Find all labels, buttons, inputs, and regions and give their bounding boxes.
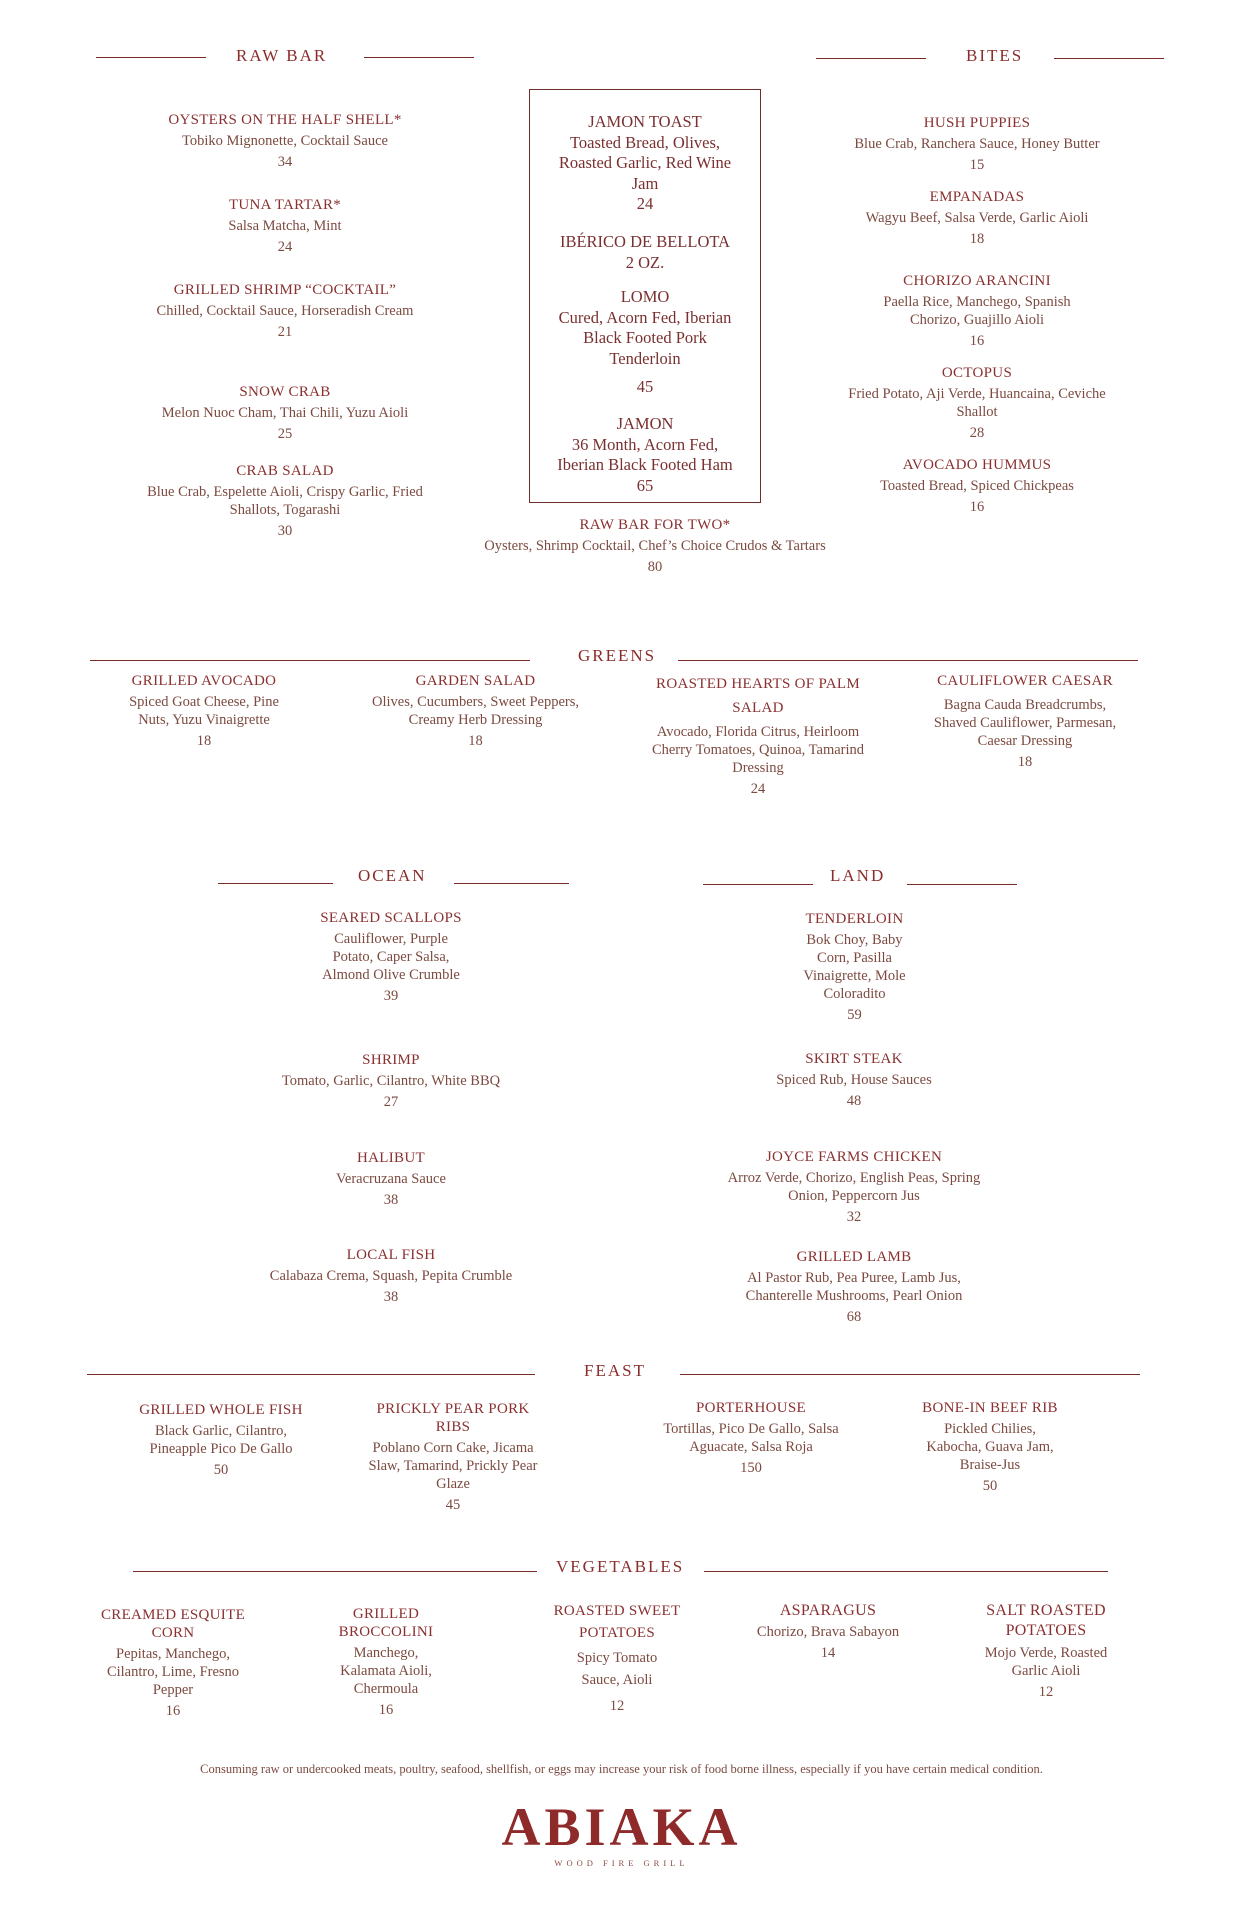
item-description: Toasted Bread, Olives, Roasted Garlic, Red Wine Jam (558, 132, 732, 193)
menu-item (733, 1602, 923, 1662)
section-title-feast: FEAST (584, 1361, 646, 1380)
item-price: 18 (969, 231, 985, 247)
item-price: 48 (846, 1093, 862, 1109)
item-price: 28 (969, 425, 985, 441)
item-description: Spicy Tomato Sauce, Aioli (576, 1650, 658, 1688)
menu-item (78, 1606, 268, 1720)
item-price: 68 (846, 1309, 862, 1325)
item-price: 18 (1017, 754, 1033, 770)
jamon-box (529, 89, 761, 503)
menu-item (827, 364, 1127, 442)
item-name: AVOCADO HUMMUS (902, 457, 1052, 473)
menu-item (306, 1605, 466, 1719)
item-price: 18 (468, 733, 483, 749)
menu-item (130, 383, 440, 443)
menu-item (241, 1149, 541, 1209)
item-price: 24 (277, 239, 293, 255)
item-description: Avocado, Florida Citrus, Heirloom Cherry Tomatoes, Quinoa, Tamarind Dressing (651, 724, 865, 776)
item-description: Melon Nuoc Cham, Thai Chili, Yuzu Aioli (161, 405, 409, 421)
item-description: Tobiko Mignonette, Cocktail Sauce (182, 133, 388, 149)
item-name: TENDERLOIN (805, 911, 904, 927)
item-description: Olives, Cucumbers, Sweet Peppers, Creamy Herb Dressing (372, 694, 579, 728)
divider-rule (703, 884, 813, 885)
item-name: ROASTED SWEET POTATOES (553, 1603, 681, 1641)
item-price: 24 (636, 194, 654, 213)
item-price: 27 (383, 1094, 399, 1110)
item-description: Cured, Acorn Fed, Iberian Black Footed Pork Tenderloin (558, 307, 732, 368)
divider-rule (96, 57, 206, 58)
item-name: LOCAL FISH (346, 1247, 436, 1263)
item-description: Calabaza Crema, Squash, Pepita Crumble (269, 1268, 513, 1284)
item-name: EMPANADAS (929, 189, 1025, 205)
menu-item (827, 456, 1127, 516)
menu-item (862, 272, 1092, 350)
item-price: 45 (445, 1497, 461, 1513)
item-description: Poblano Corn Cake, Jicama Slaw, Tamarind, Prickly Pear Glaze (368, 1440, 538, 1492)
item-price: 25 (277, 426, 293, 442)
item-description: Salsa Matcha, Mint (228, 218, 342, 234)
item-description: Blue Crab, Ranchera Sauce, Honey Butter (854, 136, 1100, 152)
box-item (530, 414, 760, 496)
item-price: 65 (636, 475, 654, 495)
item-description: Al Pastor Rub, Pea Puree, Lamb Jus, Chanterelle Mushrooms, Pearl Onion (745, 1270, 963, 1304)
item-price: 16 (378, 1702, 394, 1718)
menu-item (777, 910, 932, 1024)
section-title-land: LAND (830, 866, 886, 885)
item-name: BONE-IN BEEF RIB (922, 1400, 1058, 1416)
item-description: Veracruzana Sauce (336, 1171, 446, 1187)
item-description: Black Garlic, Cilantro, Pineapple Pico De Gallo (149, 1423, 293, 1457)
item-description: 2 OZ. (625, 252, 665, 272)
item-price: 16 (969, 333, 985, 349)
item-name: ROASTED HEARTS OF PALM SALAD (656, 676, 860, 716)
menu-item (241, 1246, 541, 1306)
divider-rule (218, 883, 333, 884)
divider-rule (907, 884, 1017, 885)
item-price: 45 (636, 377, 654, 396)
box-item (530, 287, 760, 398)
item-description: Wagyu Beef, Salsa Verde, Garlic Aioli (865, 210, 1089, 226)
item-price: 14 (820, 1645, 836, 1661)
item-name: GRILLED BROCCOLINI (338, 1606, 434, 1640)
item-price: 16 (165, 1703, 181, 1719)
menu-item (704, 1050, 1004, 1110)
item-name: HALIBUT (357, 1150, 425, 1166)
item-name: OCTOPUS (941, 365, 1013, 381)
divider-rule (87, 1374, 535, 1375)
item-name: GRILLED AVOCADO (131, 673, 277, 689)
logo-subtitle: WOOD FIRE GRILL (554, 1858, 689, 1868)
box-item (530, 112, 760, 215)
menu-item (976, 1601, 1116, 1701)
section-title-greens: GREENS (578, 646, 657, 665)
item-name: GRILLED WHOLE FISH (139, 1402, 303, 1418)
item-name: CAULIFLOWER CAESAR (937, 673, 1113, 689)
item-name: TUNA TARTAR* (228, 197, 342, 213)
section-title-vegetables: VEGETABLES (556, 1557, 685, 1576)
menu-item (358, 1400, 548, 1514)
item-description: Toasted Bread, Spiced Chickpeas (880, 478, 1074, 494)
menu-item (642, 672, 874, 798)
item-description: Bagna Cauda Breadcrumbs, Shaved Cauliflower, Parmesan, Caesar Dressing (933, 697, 1117, 749)
item-name: SALT ROASTED POTATOES (986, 1602, 1106, 1639)
item-name: SHRIMP (362, 1052, 420, 1068)
section-title-raw-bar: RAW BAR (236, 46, 328, 65)
menu-item (827, 188, 1127, 248)
item-description: Blue Crab, Espelette Aioli, Crispy Garlic, Fried Shallots, Togarashi (147, 484, 423, 518)
divider-rule (680, 1374, 1140, 1375)
item-name: CRAB SALAD (236, 463, 334, 479)
item-name: GRILLED SHRIMP “COCKTAIL” (173, 282, 397, 298)
item-price: 12 (1038, 1684, 1054, 1700)
item-price: 12 (609, 1698, 625, 1714)
item-name: HUSH PUPPIES (923, 115, 1031, 131)
item-name: SKIRT STEAK (805, 1051, 903, 1067)
item-price: 16 (969, 499, 985, 515)
menu-item-raw-bar-for-two (430, 516, 880, 576)
menu-item (651, 1399, 851, 1477)
item-name: JAMON (616, 414, 674, 433)
item-description: Paella Rice, Manchego, Spanish Chorizo, Guajillo Aioli (883, 294, 1071, 328)
item-price: 38 (383, 1289, 399, 1305)
menu-item (114, 672, 294, 750)
item-price: 59 (847, 1007, 862, 1023)
item-price: 50 (213, 1462, 229, 1478)
menu-item (241, 1051, 541, 1111)
divider-rule (90, 660, 530, 661)
item-name: GRILLED LAMB (796, 1249, 912, 1265)
divider-rule (1054, 58, 1164, 59)
item-name: CHORIZO ARANCINI (903, 273, 1051, 289)
item-name: IBÉRICO DE BELLOTA (559, 232, 731, 251)
item-price: 30 (277, 523, 293, 539)
item-name: RAW BAR FOR TWO* (579, 517, 731, 533)
divider-rule (133, 1571, 537, 1572)
item-name: LOMO (620, 287, 670, 306)
divider-rule (454, 883, 569, 884)
item-description: Spiced Rub, House Sauces (776, 1072, 932, 1088)
item-name: PORTERHOUSE (696, 1400, 806, 1416)
section-title-ocean: OCEAN (358, 866, 427, 885)
item-price: 18 (196, 733, 212, 749)
item-description: Pickled Chilies, Kabocha, Guava Jam, Braise-Jus (926, 1421, 1054, 1473)
item-description: Mojo Verde, Roasted Garlic Aioli (984, 1645, 1108, 1679)
section-title-bites: BITES (966, 46, 1024, 65)
item-price: 80 (647, 559, 663, 575)
box-item (530, 232, 760, 273)
divider-rule (364, 57, 474, 58)
item-price: 38 (383, 1192, 399, 1208)
item-description: Oysters, Shrimp Cocktail, Chef’s Choice Crudos & Tartars (484, 538, 826, 554)
item-name: OYSTERS ON THE HALF SHELL* (168, 112, 402, 128)
item-price: 21 (277, 324, 293, 340)
item-description: Spiced Goat Cheese, Pine Nuts, Yuzu Vinaigrette (129, 694, 279, 728)
logo-wordmark: ABIAKA (501, 1797, 742, 1857)
item-description: Fried Potato, Aji Verde, Huancaina, Ceviche Shallot (848, 386, 1106, 420)
health-disclaimer: Consuming raw or undercooked meats, poultry, seafood, shellfish, or eggs may increase your risk of food borne illness, especially if you have certain medical condition. (200, 1762, 1043, 1776)
menu-item (704, 1148, 1004, 1226)
divider-rule (816, 58, 926, 59)
item-name: JAMON TOAST (588, 112, 702, 131)
menu-item (714, 1248, 994, 1326)
item-description: Chilled, Cocktail Sauce, Horseradish Cream (156, 303, 414, 319)
item-price: 39 (383, 988, 399, 1004)
menu-item (130, 111, 440, 171)
item-description: Chorizo, Brava Sabayon (756, 1624, 900, 1640)
menu-item (930, 672, 1120, 771)
divider-rule (678, 660, 1138, 661)
item-price: 15 (969, 157, 985, 173)
menu-item (130, 196, 440, 256)
item-description: Tomato, Garlic, Cilantro, White BBQ (281, 1073, 501, 1089)
menu-item (827, 114, 1127, 174)
item-price: 32 (846, 1209, 862, 1225)
menu-item (358, 672, 593, 750)
item-name: PRICKLY PEAR PORK RIBS (376, 1401, 530, 1435)
item-description: Arroz Verde, Chorizo, English Peas, Spring Onion, Peppercorn Jus (727, 1170, 981, 1204)
item-name: SNOW CRAB (239, 384, 331, 400)
item-price: 150 (740, 1460, 762, 1476)
menu-item (155, 281, 415, 341)
brand-logo (0, 1797, 1243, 1868)
item-name: ASPARAGUS (779, 1602, 877, 1619)
item-name: CREAMED ESQUITE CORN (100, 1607, 246, 1641)
menu-item (126, 1401, 316, 1479)
menu-item (910, 1399, 1070, 1495)
menu-item (296, 909, 486, 1005)
item-name: GARDEN SALAD (415, 673, 536, 689)
item-description: Bok Choy, Baby Corn, Pasilla Vinaigrette, Mole Coloradito (803, 932, 906, 1002)
item-description: Manchego, Kalamata Aioli, Chermoula (340, 1645, 432, 1697)
item-name: JOYCE FARMS CHICKEN (765, 1149, 943, 1165)
item-price: 24 (750, 781, 766, 797)
menu-item (547, 1600, 687, 1715)
item-description: Pepitas, Manchego, Cilantro, Lime, Fresno Pepper (106, 1646, 240, 1698)
menu-item (130, 462, 440, 540)
item-price: 34 (277, 154, 293, 170)
item-description: Cauliflower, Purple Potato, Caper Salsa, Almond Olive Crumble (322, 931, 460, 983)
item-description: 36 Month, Acorn Fed, Iberian Black Footed Ham (557, 434, 733, 474)
divider-rule (704, 1571, 1108, 1572)
item-description: Tortillas, Pico De Gallo, Salsa Aguacate, Salsa Roja (663, 1421, 839, 1455)
item-name: SEARED SCALLOPS (320, 910, 462, 926)
item-price: 50 (982, 1478, 998, 1494)
